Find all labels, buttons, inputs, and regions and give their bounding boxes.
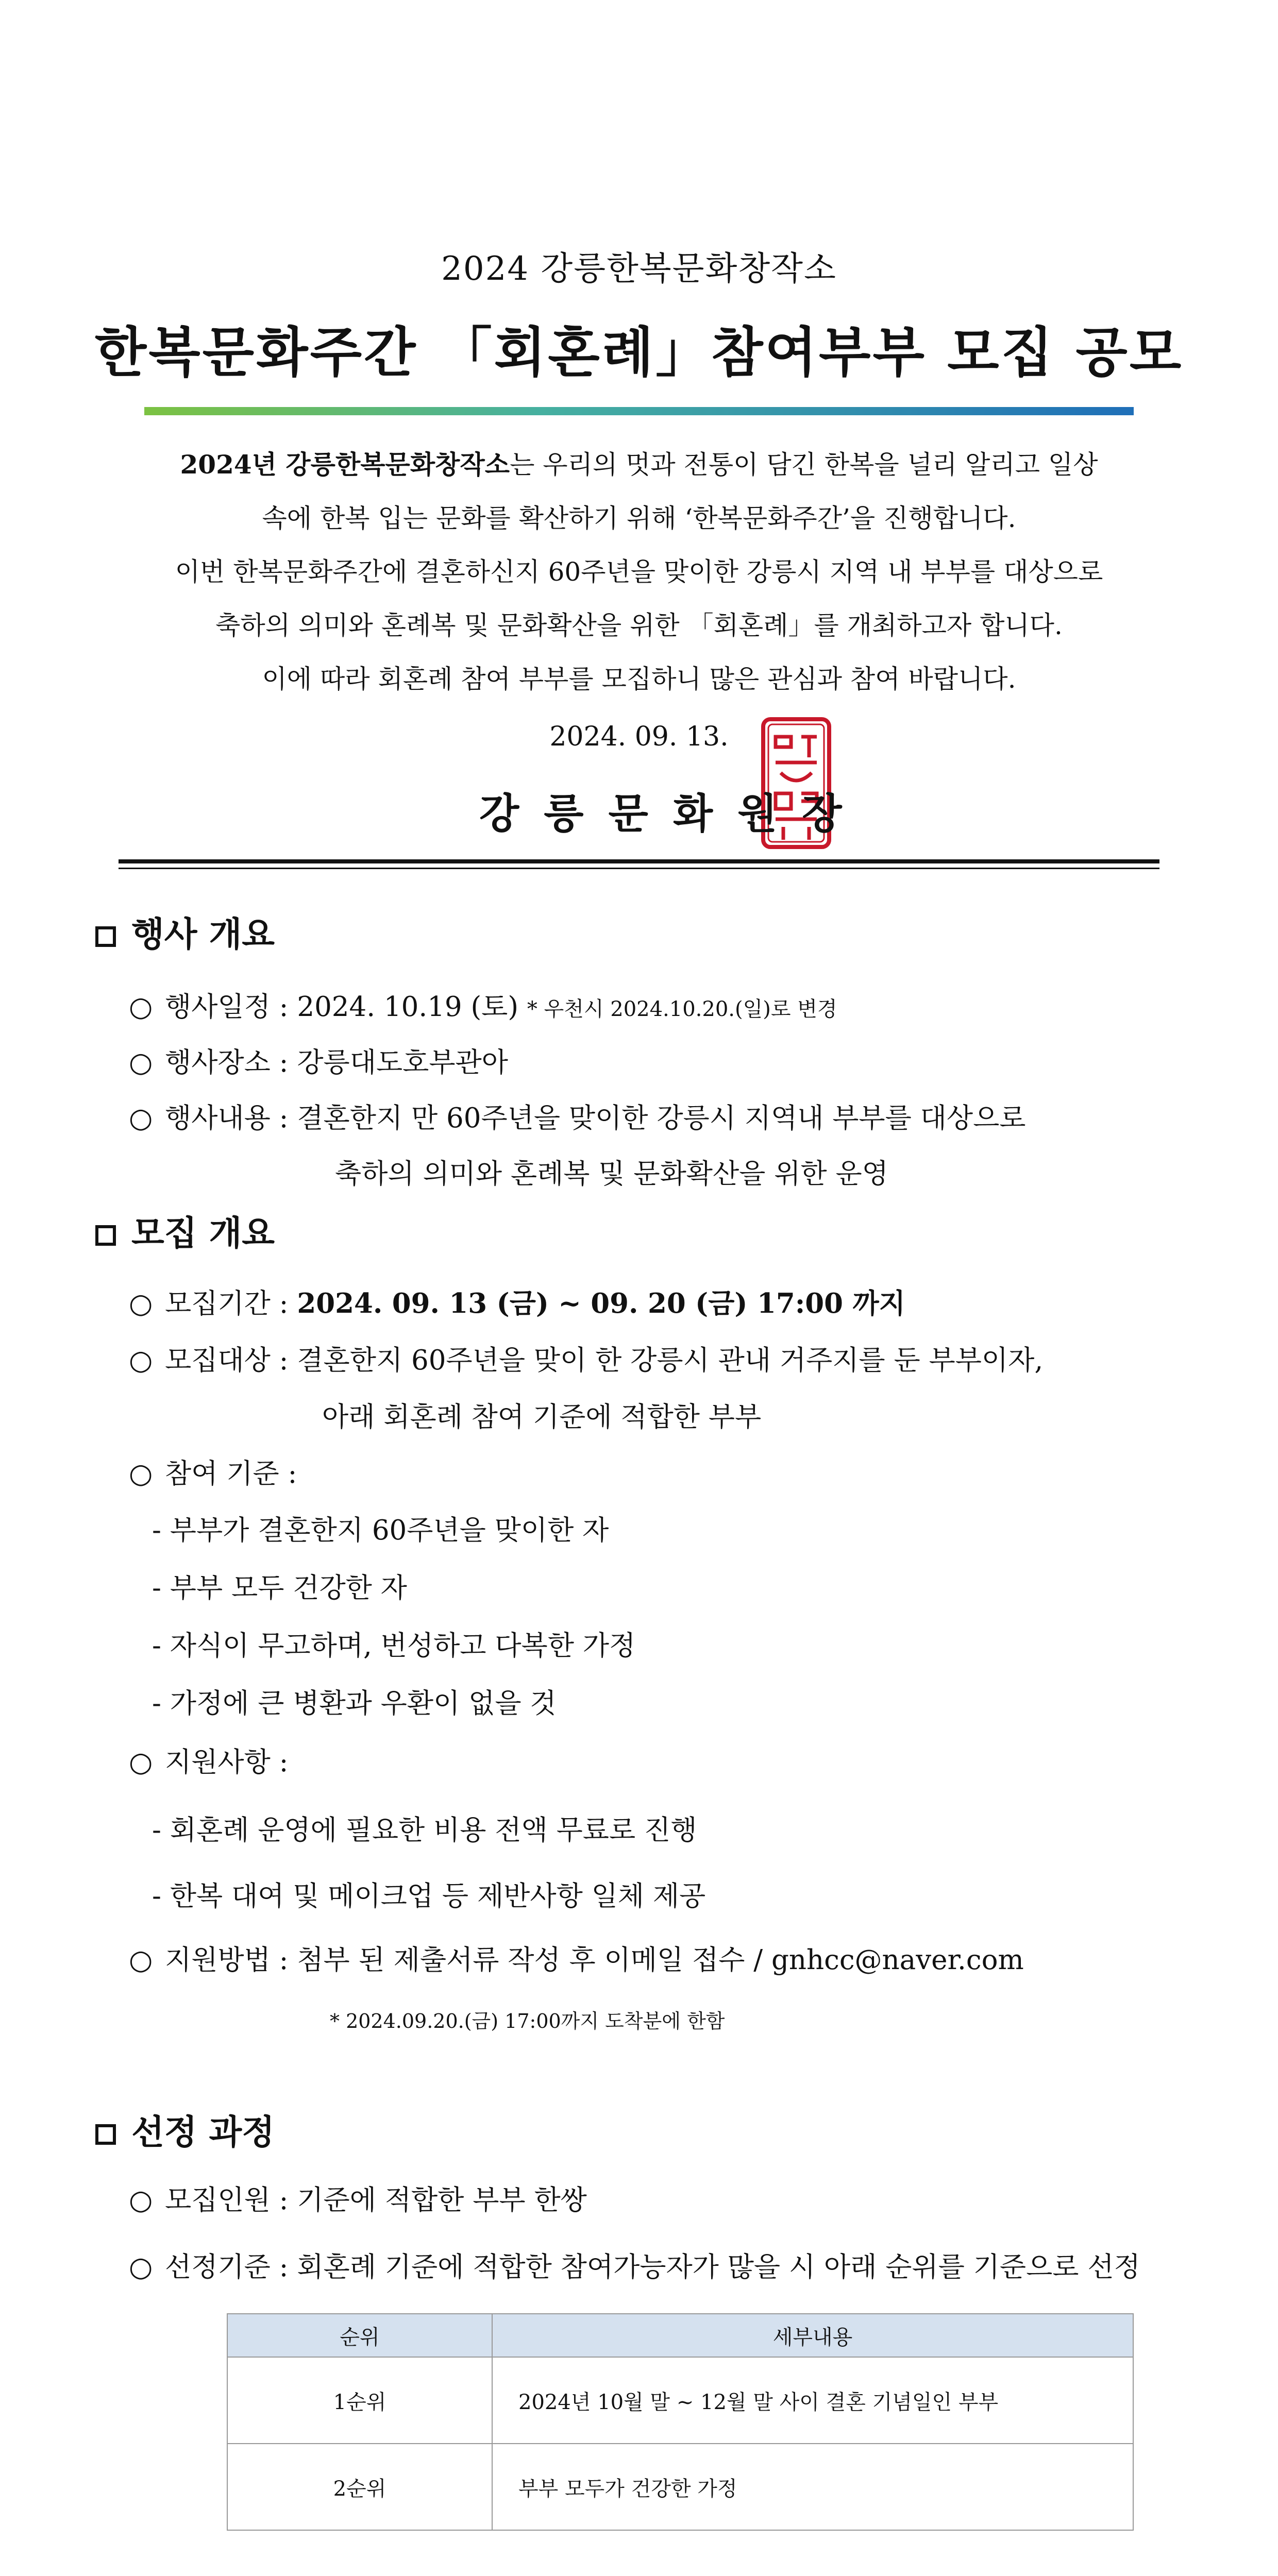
recruit-criteria-label: ○ 참여 기준 : [129, 1458, 297, 1489]
table-header-cell: 순위 [227, 2314, 492, 2357]
criteria-item: - 부부 모두 건강한 자 [152, 1572, 407, 1604]
checkbox-square-icon [95, 2124, 116, 2145]
issuer-name: 강릉문화원장 [479, 789, 867, 838]
table-row [227, 2357, 1133, 2444]
rain-note: * 우천시 2024.10.20.(일)로 변경 [527, 997, 837, 1021]
recruit-target: ○ 모집대상 : 결혼한지 60주년을 맞이 한 강릉시 관내 거주지를 둔 부부이자, [129, 1345, 1044, 1376]
circle-bullet-icon: ○ [129, 2251, 153, 2283]
checkbox-square-icon [95, 926, 116, 947]
section-event-heading: 행사 개요 [95, 907, 275, 956]
criteria-item: - 부부가 결혼한지 60주년을 맞이한 자 [152, 1515, 609, 1546]
intro-paragraph-1 [0, 438, 1278, 706]
table-cell-rank: 1순위 [227, 2357, 492, 2444]
recruit-period: ○ 모집기간 : 2024. 09. 13 (금) ~ 09. 20 (금) 17:00 까지 [129, 1287, 905, 1319]
support-item: - 회혼례 운영에 필요한 비용 전액 무료로 진행 [152, 1815, 697, 1846]
notice-subtitle: 2024 강릉한복문화창작소 [441, 250, 837, 288]
event-content-line2: 축하의 의미와 혼례복 및 문화확산을 위한 운영 [335, 1158, 888, 1190]
circle-bullet-icon: ○ [129, 2184, 153, 2216]
recruit-target-line2: 아래 회혼례 참여 기준에 적합한 부부 [322, 1401, 762, 1433]
table-header-cell: 세부내용 [492, 2314, 1133, 2357]
intro-line: 속에 한복 입는 문화를 확산하기 위해 ‘한복문화주간’을 진행합니다. [262, 503, 1016, 533]
table-row [227, 2444, 1133, 2530]
event-content: ○ 행사내용 : 결혼한지 만 60주년을 맞이한 강릉시 지역내 부부를 대상으로 [129, 1103, 1026, 1134]
section-recruit-heading: 모집 개요 [95, 1206, 275, 1255]
intro-line: 이에 따라 회혼례 참여 부부를 모집하니 많은 관심과 참여 바랍니다. [262, 664, 1016, 694]
table-cell-rank: 2순위 [227, 2444, 492, 2530]
double-rule-top [119, 859, 1159, 863]
double-rule-bottom [119, 868, 1159, 869]
intro-line: 이번 한복문화주간에 결혼하신지 60주년을 맞이한 강릉시 지역 내 부부를 대상으로 [175, 557, 1103, 587]
event-schedule: ○ 행사일정 : 2024. 10.19 (토) * 우천시 2024.10.20.(일)로 변경 [129, 991, 837, 1023]
criteria-item: - 가정에 큰 병환과 우환이 없을 것 [152, 1688, 557, 1719]
circle-bullet-icon: ○ [129, 1458, 153, 1489]
intro-org-year: 2024년 강릉한복문화창작소 [180, 449, 510, 480]
table-cell-desc: 부부 모두가 건강한 가정 [492, 2444, 1133, 2530]
criteria-item: - 자식이 무고하며, 번성하고 다복한 가정 [152, 1630, 636, 1662]
apply-email-text: 첨부 된 제출서류 작성 후 이메일 접수 / gnhcc@naver.com [297, 1944, 1024, 1976]
recruit-method: ○ 지원방법 : 첨부 된 제출서류 작성 후 이메일 접수 / gnhcc@naver.com [129, 1944, 1024, 1976]
selection-priority-table [227, 2313, 1134, 2531]
notice-date: 2024. 09. 13. [549, 721, 729, 752]
recruit-support-label: ○ 지원사항 : [129, 1747, 289, 1778]
circle-bullet-icon: ○ [129, 1944, 153, 1976]
circle-bullet-icon: ○ [129, 1047, 153, 1078]
circle-bullet-icon: ○ [129, 1103, 153, 1134]
method-deadline-note: * 2024.09.20.(금) 17:00까지 도착분에 한함 [330, 2010, 725, 2032]
circle-bullet-icon: ○ [129, 1345, 153, 1376]
intro-line: 축하의 의미와 혼례복 및 문화확산을 위한 「회혼례」를 개최하고자 합니다. [215, 611, 1063, 640]
checkbox-square-icon [95, 1225, 116, 1246]
circle-bullet-icon: ○ [129, 1288, 153, 1319]
circle-bullet-icon: ○ [129, 991, 153, 1023]
table-cell-desc: 2024년 10월 말 ~ 12월 말 사이 결혼 기념일인 부부 [492, 2357, 1133, 2444]
selection-count: ○ 모집인원 : 기준에 적합한 부부 한쌍 [129, 2184, 587, 2216]
gradient-divider [144, 407, 1134, 415]
table-header-row [227, 2314, 1133, 2357]
section-selection-heading: 선정 과정 [95, 2105, 275, 2154]
selection-criteria: ○ 선정기준 : 회혼례 기준에 적합한 참여가능자가 많을 시 아래 순위를 기준으로 선정 [129, 2251, 1140, 2283]
circle-bullet-icon: ○ [129, 1747, 153, 1778]
intro-line: 는 우리의 멋과 전통이 담긴 한복을 널리 알리고 일상 [510, 450, 1098, 480]
event-venue: ○ 행사장소 : 강릉대도호부관아 [129, 1047, 508, 1078]
notice-title: 한복문화주간 「회혼례」참여부부 모집 공모 [94, 320, 1184, 384]
support-item: - 한복 대여 및 메이크업 등 제반사항 일체 제공 [152, 1880, 706, 1912]
